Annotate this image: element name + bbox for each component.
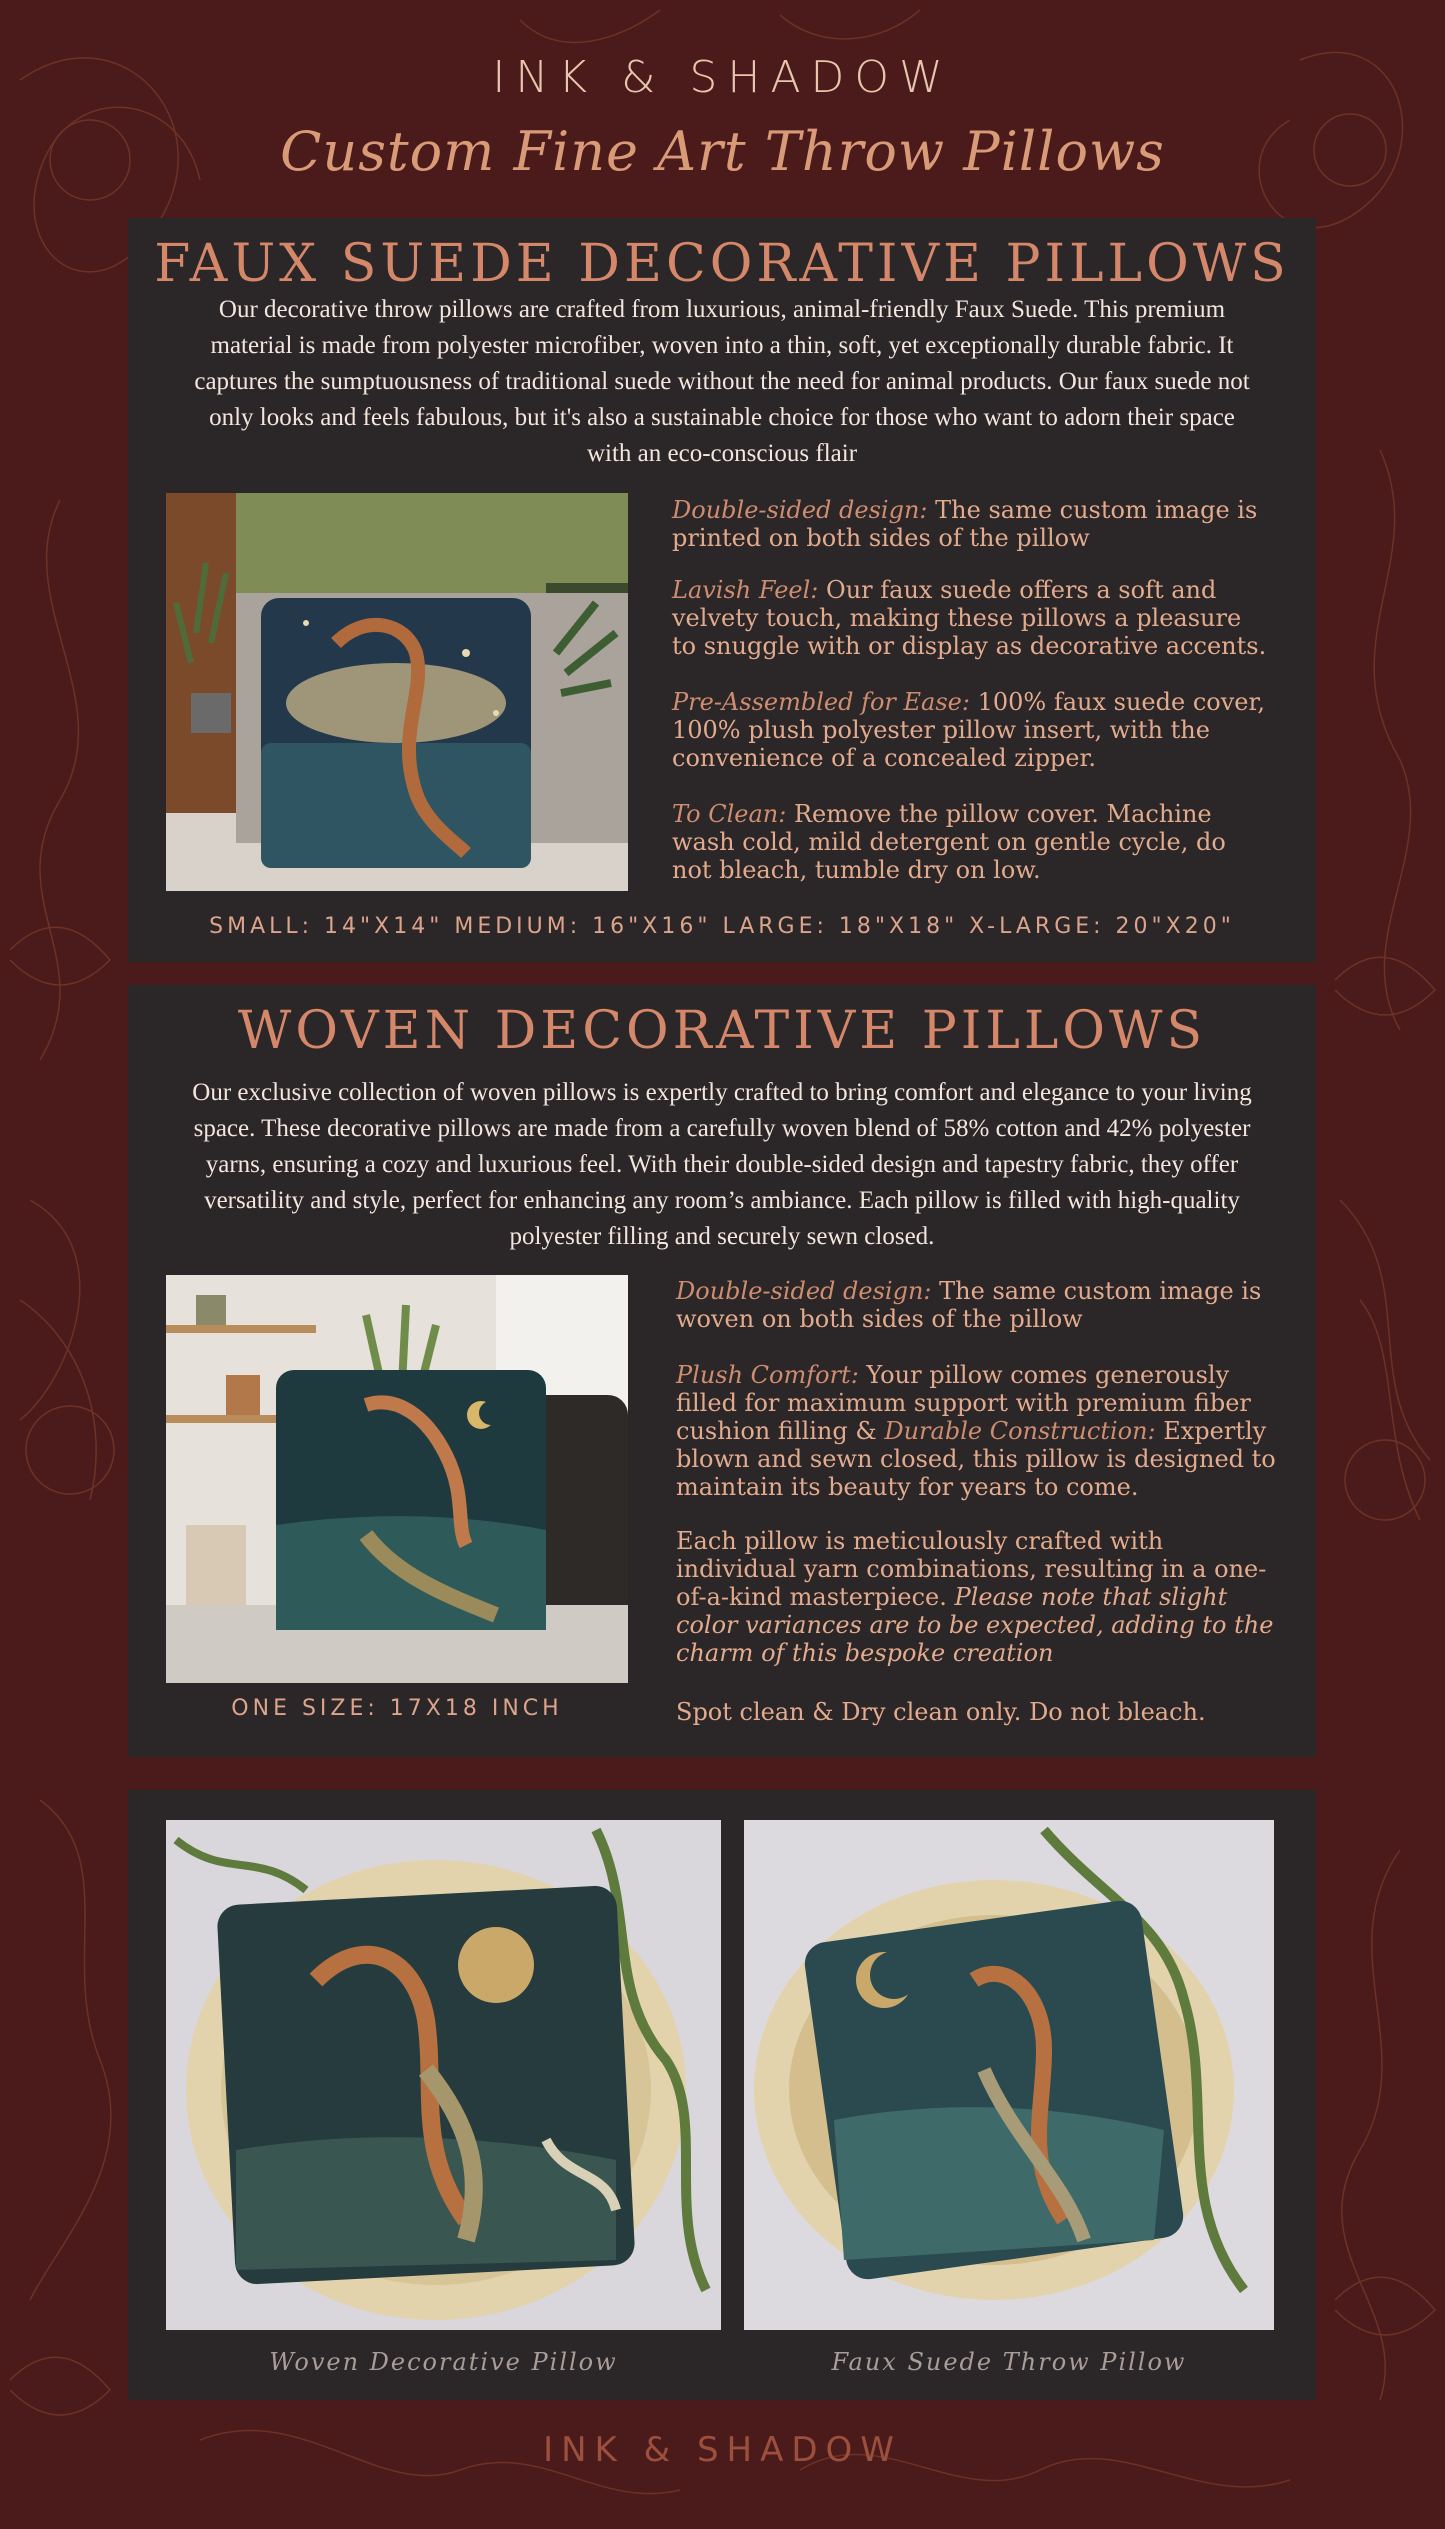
brand-title: INK & SHADOW — [492, 52, 953, 103]
feature-lead: Lavish Feel: — [672, 576, 819, 604]
woven-size: ONE SIZE: 17X18 INCH — [231, 1696, 563, 1721]
feature-text: 100% faux suede cover, 100% plush polyester pillow insert, with the convenience of a concealed zipper. — [672, 688, 1265, 772]
feature-lead-durable: Durable Construction: — [884, 1417, 1156, 1445]
woven-intro: Our exclusive collection of woven pillows is expertly crafted to bring comfort and elegance to your living space. These decorative pillows are made from a carefully woven blend of 58% cotton and 42% polyester yarns, ensuring a cozy and luxurious feel. With their double-sided design and tapestry fabric, they offer versatility and style, perfect for enhancing any room’s ambiance. Each pillow is filled with high-quality polyester filling and securely sewn closed. — [192, 1079, 1252, 1250]
feature-text: Our faux suede offers a soft and velvety touch, making these pillows a pleasure to snuggle with or display as decorative accents. — [672, 576, 1267, 660]
woven-heading: WOVEN DECORATIVE PILLOWS — [237, 1001, 1207, 1061]
gallery-panel — [128, 1790, 1316, 2400]
faux-suede-sizes: SMALL: 14"X14" MEDIUM: 16"X16" LARGE: 18"X18" X-LARGE: 20"X20" — [209, 914, 1235, 939]
feature-double-sided-woven — [676, 1277, 1276, 1333]
faux-suede-gallery-photo — [744, 1820, 1274, 2330]
feature-text: The same custom image is woven on both sides of the pillow — [676, 1277, 1262, 1333]
feature-craftsmanship — [676, 1527, 1286, 1667]
faux-suede-intro: Our decorative throw pillows are crafted from luxurious, animal-friendly Faux Suede. This premium material is made from polyester microfiber, woven into a thin, soft, yet exceptionally durable fabric. It captures the sumptuousness of traditional suede without the need for animal products. Our faux suede not only looks and feels fabulous, but it's also a sustainable choice for those who want to adorn their space with an eco-conscious flair — [194, 296, 1250, 467]
faux-suede-heading: FAUX SUEDE DECORATIVE PILLOWS — [154, 234, 1290, 294]
feature-lead: Double-sided design: — [676, 1277, 932, 1305]
woven-gallery-photo — [166, 1820, 721, 2330]
feature-to-clean — [672, 800, 1272, 884]
feature-lead: Pre-Assembled for Ease: — [672, 688, 970, 716]
feature-plush-comfort — [676, 1361, 1286, 1501]
woven-care: Spot clean & Dry clean only. Do not bleach. — [676, 1698, 1206, 1726]
feature-double-sided — [672, 496, 1272, 552]
feature-text: Your pillow comes generously filled for maximum support with premium fiber cushion filling & — [676, 1361, 1251, 1445]
feature-lead: To Clean: — [672, 800, 787, 828]
woven-panel — [128, 985, 1316, 1757]
feature-text: Each pillow is meticulously crafted with individual yarn combinations, resulting in a one-of-a-kind masterpiece. — [676, 1527, 1267, 1611]
feature-lavish-feel — [672, 576, 1272, 660]
feature-lead: Double-sided design: — [672, 496, 928, 524]
faux-suede-panel — [128, 218, 1316, 962]
feature-text-durable: Expertly blown and sewn closed, this pillow is designed to maintain its beauty for years to come. — [676, 1417, 1276, 1501]
caption-faux-suede: Faux Suede Throw Pillow — [831, 2348, 1187, 2376]
faux-suede-pillow-photo — [166, 493, 628, 891]
feature-note: Please note that slight color variances are to be expected, adding to the charm of this bespoke creation — [676, 1583, 1274, 1667]
feature-pre-assembled — [672, 688, 1272, 772]
caption-woven: Woven Decorative Pillow — [269, 2348, 618, 2376]
feature-text: The same custom image is printed on both sides of the pillow — [672, 496, 1258, 552]
feature-text: Remove the pillow cover. Machine wash cold, mild detergent on gentle cycle, do not bleach, tumble dry on low. — [672, 800, 1226, 884]
woven-pillow-photo — [166, 1275, 628, 1683]
brand-tagline: Custom Fine Art Throw Pillows — [280, 120, 1165, 183]
brand-footer: INK & SHADOW — [543, 2430, 902, 2470]
feature-lead: Plush Comfort: — [676, 1361, 859, 1389]
